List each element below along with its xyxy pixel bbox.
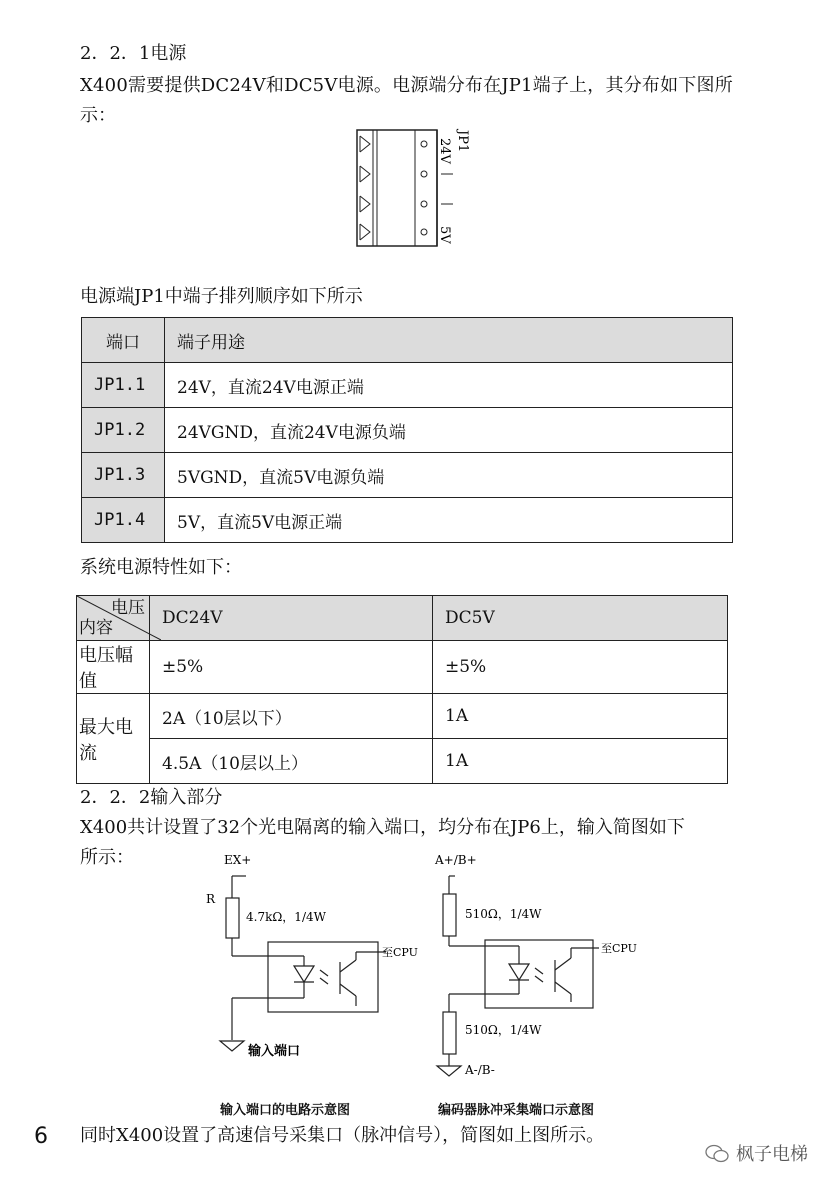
right-figure-caption: 编码器脉冲采集端口示意图: [438, 1103, 595, 1118]
table-cell: 2A（10层以下）: [150, 694, 433, 739]
table-row: [82, 498, 733, 543]
label-r-value: 4.7kΩ，1/4W: [246, 910, 326, 924]
label-to-cpu: 至CPU: [601, 942, 637, 955]
page-number: 6: [34, 1124, 48, 1149]
jp1-label-24v: 24V: [437, 138, 452, 164]
power-paragraph-line1: X400需要提供DC24V和DC5V电源。电源端分布在JP1端子上，其分布如下图所: [80, 75, 733, 96]
table1-caption: 电源端JP1中端子排列顺序如下所示: [80, 286, 363, 307]
table-header-row: [82, 318, 733, 363]
jp1-label-name: JP1: [455, 130, 470, 153]
table-cell-use: 5V，直流5V电源正端: [165, 498, 733, 543]
watermark: [704, 1138, 814, 1168]
table-corner-cell: [77, 596, 150, 641]
table-header-port: 端口: [82, 318, 165, 363]
table-row: [77, 641, 728, 694]
table-cell: 4.5A（10层以上）: [150, 739, 433, 784]
corner-label-voltage: 电压: [111, 598, 145, 618]
table-cell-use: 5VGND，直流5V电源负端: [165, 453, 733, 498]
table-row: [82, 453, 733, 498]
label-input-port: 输入端口: [248, 1044, 301, 1059]
label-r2-value: 510Ω，1/4W: [465, 1023, 542, 1037]
jp1-label-5v: 5V: [437, 226, 452, 244]
table-header-dc24v: DC24V: [150, 596, 433, 641]
corner-label-content: 内容: [79, 618, 113, 638]
table-row-label: 电压幅值: [77, 641, 150, 694]
watermark-text: 枫子电梯: [736, 1144, 808, 1165]
input-paragraph-line1: X400共计设置了32个光电隔离的输入端口，均分布在JP6上，输入简图如下: [80, 817, 685, 838]
section-heading-input: 2．2．2输入部分: [80, 787, 223, 808]
table-row: [77, 694, 728, 739]
table-cell-use: 24V，直流24V电源正端: [165, 363, 733, 408]
encoder-pulse-circuit: [425, 848, 665, 1078]
wechat-icon: [704, 1142, 730, 1164]
section-heading-power: 2．2．1电源: [80, 43, 187, 64]
table-header-use: 端子用途: [165, 318, 733, 363]
label-a-minus-b-minus: A-/B-: [465, 1063, 495, 1077]
table-cell-port: JP1.4: [82, 498, 165, 543]
jp1-connector-diagram: [355, 128, 475, 250]
footer-paragraph: 同时X400设置了高速信号采集口（脉冲信号），简图如上图所示。: [80, 1125, 605, 1146]
label-to-cpu: 至CPU: [382, 946, 418, 959]
table-header-row: [77, 596, 728, 641]
table-row: [82, 408, 733, 453]
table-cell: 1A: [433, 739, 728, 784]
table-header-dc5v: DC5V: [433, 596, 728, 641]
table2-caption: 系统电源特性如下：: [80, 557, 242, 578]
input-port-circuit: [190, 848, 430, 1068]
table-row: [77, 739, 728, 784]
table-row: [82, 363, 733, 408]
power-paragraph-line2: 示：: [80, 105, 116, 126]
table-cell: 1A: [433, 694, 728, 739]
label-ex-plus: EX+: [224, 853, 252, 867]
table-cell-use: 24VGND，直流24V电源负端: [165, 408, 733, 453]
label-r: R: [206, 892, 216, 906]
table-cell-port: JP1.3: [82, 453, 165, 498]
table-cell-port: JP1.1: [82, 363, 165, 408]
label-a-plus-b-plus: A+/B+: [435, 853, 477, 867]
input-paragraph-line2: 所示：: [80, 847, 134, 868]
table-cell: ±5%: [150, 641, 433, 694]
label-r1-value: 510Ω，1/4W: [465, 907, 542, 921]
table-cell: ±5%: [433, 641, 728, 694]
table-row-label: 最大电流: [77, 694, 150, 784]
left-figure-caption: 输入端口的电路示意图: [220, 1103, 351, 1118]
table-cell-port: JP1.2: [82, 408, 165, 453]
power-spec-table: [76, 595, 728, 784]
jp1-pin-table: [81, 317, 733, 543]
